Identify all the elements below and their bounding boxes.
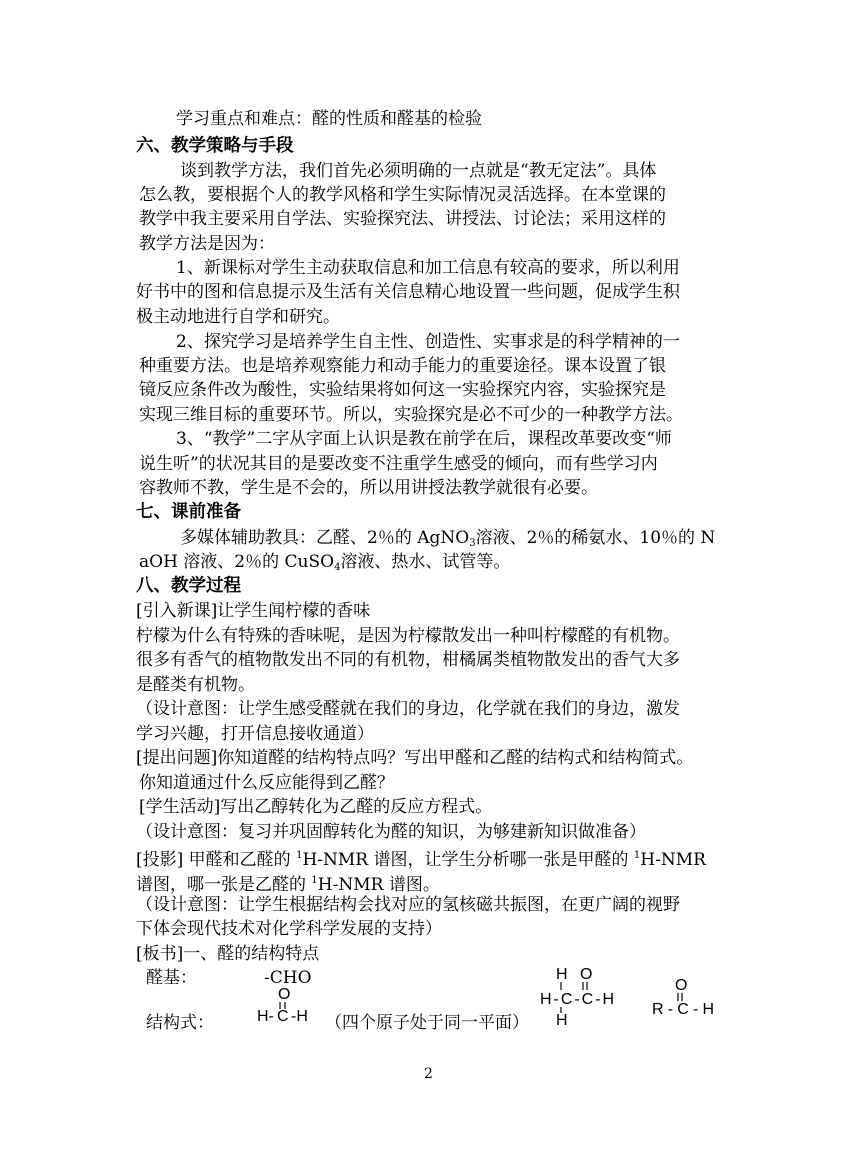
aldehyde-group-label: 醛基： xyxy=(146,968,197,988)
paragraph-line: 极主动地进行自学和研究。 xyxy=(136,307,340,327)
hydrogen-bottom: H xyxy=(556,1012,568,1028)
subscript: 4 xyxy=(334,562,341,573)
paragraph-line: （设计意图：让学生感受醛就在我们的身边，化学就在我们的身边，激发 xyxy=(136,699,680,719)
structural-formula-label: 结构式： xyxy=(146,1013,214,1033)
paragraph-line: 3、“教学”二字从字面上认识是教在前学在后，课程改革要改变“师 xyxy=(176,429,672,449)
materials-text: aOH 溶液、2％的 CuSO xyxy=(139,552,335,572)
paragraph-line: 镜反应条件改为酸性，实验结果将如何这一实验探究内容，实验探究是 xyxy=(139,380,666,400)
oxygen-atom: O xyxy=(580,966,593,983)
paragraph-line: 下体会现代技术对化学科学发展的支持） xyxy=(136,919,442,939)
heading-six: 六、教学策略与手段 xyxy=(136,136,294,156)
oxygen-atom: O xyxy=(675,977,688,994)
acetaldehyde-chain: H-C-C-H xyxy=(540,991,614,1008)
paragraph-line: （设计意图：复习并巩固醇转化为醛的知识，为够建新知识做准备） xyxy=(136,822,646,842)
paragraph-line: 是醛类有机物。 xyxy=(136,675,255,695)
paragraph-line: [提出问题]你知道醛的结构特点吗？写出甲醛和乙醛的结构式和结构简式。 xyxy=(136,748,694,768)
nmr-line-1 xyxy=(136,845,706,871)
oxygen-atom: O xyxy=(278,986,291,1003)
formaldehyde-structure xyxy=(255,984,315,1026)
nmr-line-2 xyxy=(136,870,440,896)
acetaldehyde-structure xyxy=(538,962,618,1028)
superscript: 1 xyxy=(633,850,641,861)
line-key-points: 学习重点和难点：醛的性质和醛基的检验 xyxy=(176,109,482,129)
paragraph-line: 很多有香气的植物散发出不同的有机物，柑橘属类植物散发出的香气大多 xyxy=(136,650,680,670)
paragraph-line: 容教师不教，学生是不会的，所以用讲授法教学就很有必要。 xyxy=(139,478,598,498)
paragraph-line: 谈到教学方法，我们首先必须明确的一点就是“教无定法”。具体 xyxy=(180,161,657,181)
materials-text: 多媒体辅助教具：乙醛、2％的 AgNO xyxy=(180,528,470,548)
paragraph-line: 说生听”的状况其目的是要改变不注重学生感受的倾向，而有些学习内 xyxy=(139,454,658,474)
paragraph-line: 2、探究学习是培养学生自主性、创造性、实事求是的科学精神的一 xyxy=(176,332,680,352)
paragraph-line: 实现三维目标的重要环节。所以，实验探究是必不可少的一种教学方法。 xyxy=(139,405,683,425)
paragraph-line: 1、新课标对学生主动获取信息和加工信息有较高的要求，所以利用 xyxy=(176,258,680,278)
heading-seven: 七、课前准备 xyxy=(136,502,241,522)
hydrogen-top: H xyxy=(556,966,568,983)
aldehyde-general-structure xyxy=(650,972,720,1018)
paragraph-line: （设计意图：让学生根据结构会找对应的氢核磁共振图，在更广阔的视野 xyxy=(136,895,680,915)
nmr-text: 谱图，哪一张是乙醛的 xyxy=(136,875,312,895)
planar-note: （四个原子处于同一平面） xyxy=(325,1013,529,1033)
paragraph-line: [引入新课]让学生闻柠檬的香味 xyxy=(136,601,371,621)
paragraph-line: 种重要方法。也是培养观察能力和动手能力的重要途径。课本设置了银 xyxy=(139,356,666,376)
hydrogen-right: -H xyxy=(291,1008,308,1025)
materials-text: 溶液、热水、试管等。 xyxy=(340,552,511,572)
carbon-atom: C xyxy=(277,1008,289,1025)
paragraph-line: 好书中的图和信息提示及生活有关信息精心地设置一些问题，促成学生积 xyxy=(136,282,680,302)
nmr-text: [投影] 甲醛和乙醛的 xyxy=(136,850,297,870)
superscript: 1 xyxy=(311,875,318,886)
paragraph-line: 教学方法是因为： xyxy=(139,234,275,254)
aldehyde-general-chain: R-C-H xyxy=(652,1001,714,1018)
materials-text: 溶液、2％的稀氨水、10％的 N xyxy=(475,528,716,548)
nmr-text: H-NMR xyxy=(640,850,706,870)
paragraph-line: 你知道通过什么反应能得到乙醛？ xyxy=(139,773,394,793)
hydrogen-left: H- xyxy=(257,1008,274,1025)
nmr-text: H-NMR 谱图，让学生分析哪一张是甲醛的 xyxy=(302,850,634,870)
nmr-text: H-NMR 谱图。 xyxy=(317,875,440,895)
superscript: 1 xyxy=(296,850,303,861)
page-number: 2 xyxy=(424,1066,433,1082)
paragraph-line: 学习兴趣，打开信息接收通道） xyxy=(136,724,374,744)
paragraph-line: 怎么教，要根据个人的教学风格和学生实际情况灵活选择。在本堂课的 xyxy=(139,185,666,205)
paragraph-line: 教学中我主要采用自学法、实验探究法、讲授法、讨论法；采用这样的 xyxy=(139,209,666,229)
heading-eight: 八、教学过程 xyxy=(136,576,241,596)
aldehyde-group-formula: -CHO xyxy=(264,968,312,988)
subscript: 3 xyxy=(469,538,476,549)
paragraph-line: 柠檬为什么有特殊的香味呢，是因为柠檬散发出一种叫柠檬醛的有机物。 xyxy=(136,626,680,646)
paragraph-line: [板书]一、醛的结构特点 xyxy=(136,944,320,964)
paragraph-line: [学生活动]写出乙醇转化为乙醛的反应方程式。 xyxy=(139,797,493,817)
